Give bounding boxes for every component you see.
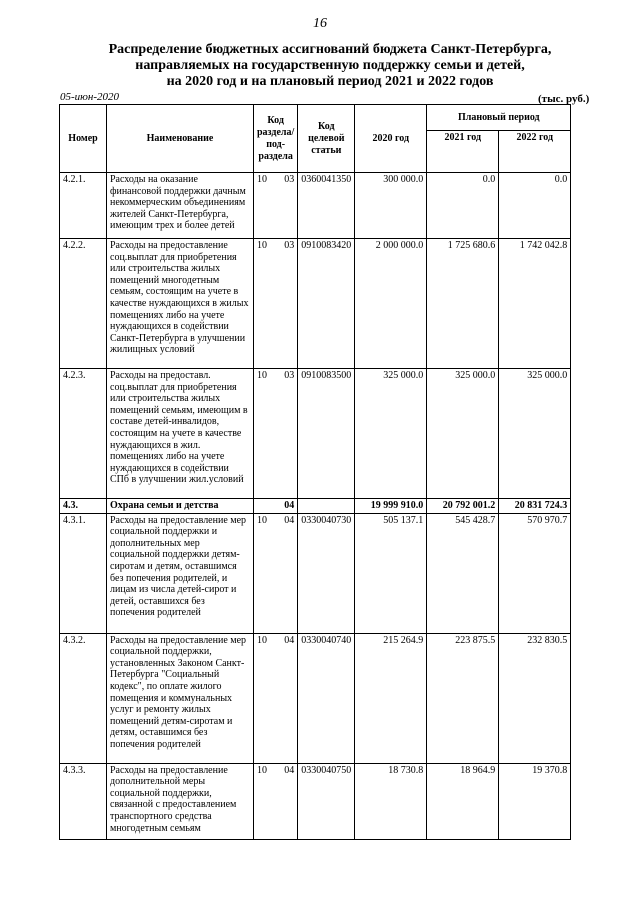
- header-target-code: [298, 105, 355, 173]
- row-number: 4.2.1.: [60, 173, 107, 239]
- table-row: [60, 513, 571, 633]
- subsection-code: 03: [284, 240, 295, 251]
- row-value-2022: 570 970.7: [499, 513, 571, 633]
- row-target-code: [298, 499, 355, 514]
- row-target-code: 0330040750: [298, 763, 355, 839]
- header-section-line-2: раздела/: [257, 126, 295, 138]
- section-code: 10: [257, 240, 267, 251]
- header-section-code: [254, 105, 298, 173]
- section-code: 10: [257, 764, 267, 776]
- row-target-code: 0330040730: [298, 513, 355, 633]
- row-name: Расходы на предоставл. соц.выплат для приобретения или строительства жилых помещений семьям, имеющим в составе детей-инвалидов, состоящим на учете в качестве нуждающихся в жил. помещениях либо на учете нуждающихся в содействии СПб в улучшении жил.условий: [107, 369, 254, 499]
- row-target-code: 0360041350: [298, 173, 355, 239]
- row-name: Охрана семьи и детства: [107, 499, 254, 514]
- table-row: [60, 633, 571, 763]
- row-value-2022: 20 831 724.3: [499, 499, 571, 514]
- header-target-line-2: целевой: [308, 132, 345, 144]
- section-code: 10: [257, 370, 267, 381]
- row-value-2022: 232 830.5: [499, 633, 571, 763]
- row-section-code: [254, 173, 298, 239]
- header-name: Наименование: [107, 105, 254, 173]
- title-line-2: направляемых на государственную поддержку семьи и детей,: [135, 58, 525, 73]
- row-section-code: [254, 369, 298, 499]
- subsection-code: 03: [284, 370, 295, 381]
- row-value-2020: 2 000 000.0: [355, 239, 427, 369]
- row-value-2021: 223 875.5: [427, 633, 499, 763]
- row-value-2022: 325 000.0: [499, 369, 571, 499]
- header-year-2021: 2021 год: [427, 131, 499, 173]
- title-line-1: Распределение бюджетных ассигнований бюджета Санкт-Петербурга,: [108, 42, 552, 57]
- subsection-code: 04: [284, 500, 295, 511]
- table-row: [60, 239, 571, 369]
- row-number: 4.2.3.: [60, 369, 107, 499]
- row-section-code: [254, 633, 298, 763]
- table-row: [60, 369, 571, 499]
- row-name: Расходы на предоставление дополнительной меры социальной поддержки, связанной с предоставлением транспортного средства многодетным семьям: [107, 763, 254, 839]
- header-section-line-1: Код: [267, 114, 284, 126]
- row-number: 4.3.: [60, 499, 107, 514]
- subsection-code: 03: [284, 174, 295, 185]
- subsection-code: 04: [284, 764, 295, 776]
- row-section-code: [254, 239, 298, 369]
- document-date: 05-июн-2020: [60, 91, 120, 103]
- row-value-2021: 1 725 680.6: [427, 239, 499, 369]
- row-value-2021: 20 792 001.2: [427, 499, 499, 514]
- title-line-3: на 2020 год и на плановый период 2021 и 2022 годов: [166, 74, 494, 89]
- row-value-2021: 0.0: [427, 173, 499, 239]
- table-row: [60, 499, 571, 514]
- row-name: Расходы на оказание финансовой поддержки дачным некоммерческим объединениям жителей Санкт-Петербурга, имеющим трех и более детей: [107, 173, 254, 239]
- budget-table: [59, 104, 571, 840]
- header-number: Номер: [60, 105, 107, 173]
- header-planned-period: Плановый период: [427, 105, 571, 131]
- row-target-code: 0910083500: [298, 369, 355, 499]
- section-code: 10: [257, 514, 267, 526]
- row-section-code: [254, 763, 298, 839]
- row-section-code: [254, 513, 298, 633]
- subsection-code: 04: [284, 634, 295, 646]
- row-value-2021: 325 000.0: [427, 369, 499, 499]
- row-target-code: 0910083420: [298, 239, 355, 369]
- subsection-code: 04: [284, 514, 295, 526]
- row-value-2020: 19 999 910.0: [355, 499, 427, 514]
- header-year-2020: 2020 год: [355, 105, 427, 173]
- row-value-2022: 1 742 042.8: [499, 239, 571, 369]
- row-value-2021: 18 964.9: [427, 763, 499, 839]
- row-name: Расходы на предоставление мер социальной поддержки, установленных Законом Санкт-Петербурга "Социальный кодекс", по оплате жилого помещения и коммунальных услуг и ремонту жилых помещений детям-сиротам и детям, оставшимся без попечения родителей: [107, 633, 254, 763]
- row-value-2022: 19 370.8: [499, 763, 571, 839]
- page-number: 16: [313, 16, 327, 31]
- row-value-2021: 545 428.7: [427, 513, 499, 633]
- table-row: [60, 173, 571, 239]
- row-value-2020: 505 137.1: [355, 513, 427, 633]
- row-name: Расходы на предоставление мер социальной поддержки и дополнительных мер социальной поддержки детям-сиротам и детям, оставшимся без попечения родителей, и лицам из числа детей-сирот и детей, оставшихся без попечения родителей: [107, 513, 254, 633]
- document-title: [60, 42, 600, 90]
- row-value-2020: 325 000.0: [355, 369, 427, 499]
- row-number: 4.3.3.: [60, 763, 107, 839]
- row-value-2022: 0.0: [499, 173, 571, 239]
- units-label: (тыс. руб.): [538, 93, 590, 105]
- row-target-code: 0330040740: [298, 633, 355, 763]
- header-target-line-1: Код: [318, 120, 335, 132]
- row-number: 4.3.1.: [60, 513, 107, 633]
- table-row: [60, 763, 571, 839]
- row-number: 4.3.2.: [60, 633, 107, 763]
- row-section-code: [254, 499, 298, 514]
- section-code: 10: [257, 174, 267, 185]
- header-section-line-4: раздела: [258, 150, 293, 162]
- section-code: 10: [257, 634, 267, 646]
- row-number: 4.2.2.: [60, 239, 107, 369]
- row-value-2020: 215 264.9: [355, 633, 427, 763]
- header-section-line-3: под-: [266, 138, 286, 150]
- header-target-line-3: статьи: [311, 144, 342, 156]
- row-name: Расходы на предоставление соц.выплат для приобретения или строительства жилых помещений многодетным семьям, состоящим на учете в качестве нуждающихся в жилых помещениях либо на учете нуждающихся в содействии Санкт-Петербурга в улучшении жилищных условий: [107, 239, 254, 369]
- row-value-2020: 18 730.8: [355, 763, 427, 839]
- row-value-2020: 300 000.0: [355, 173, 427, 239]
- header-year-2022: 2022 год: [499, 131, 571, 173]
